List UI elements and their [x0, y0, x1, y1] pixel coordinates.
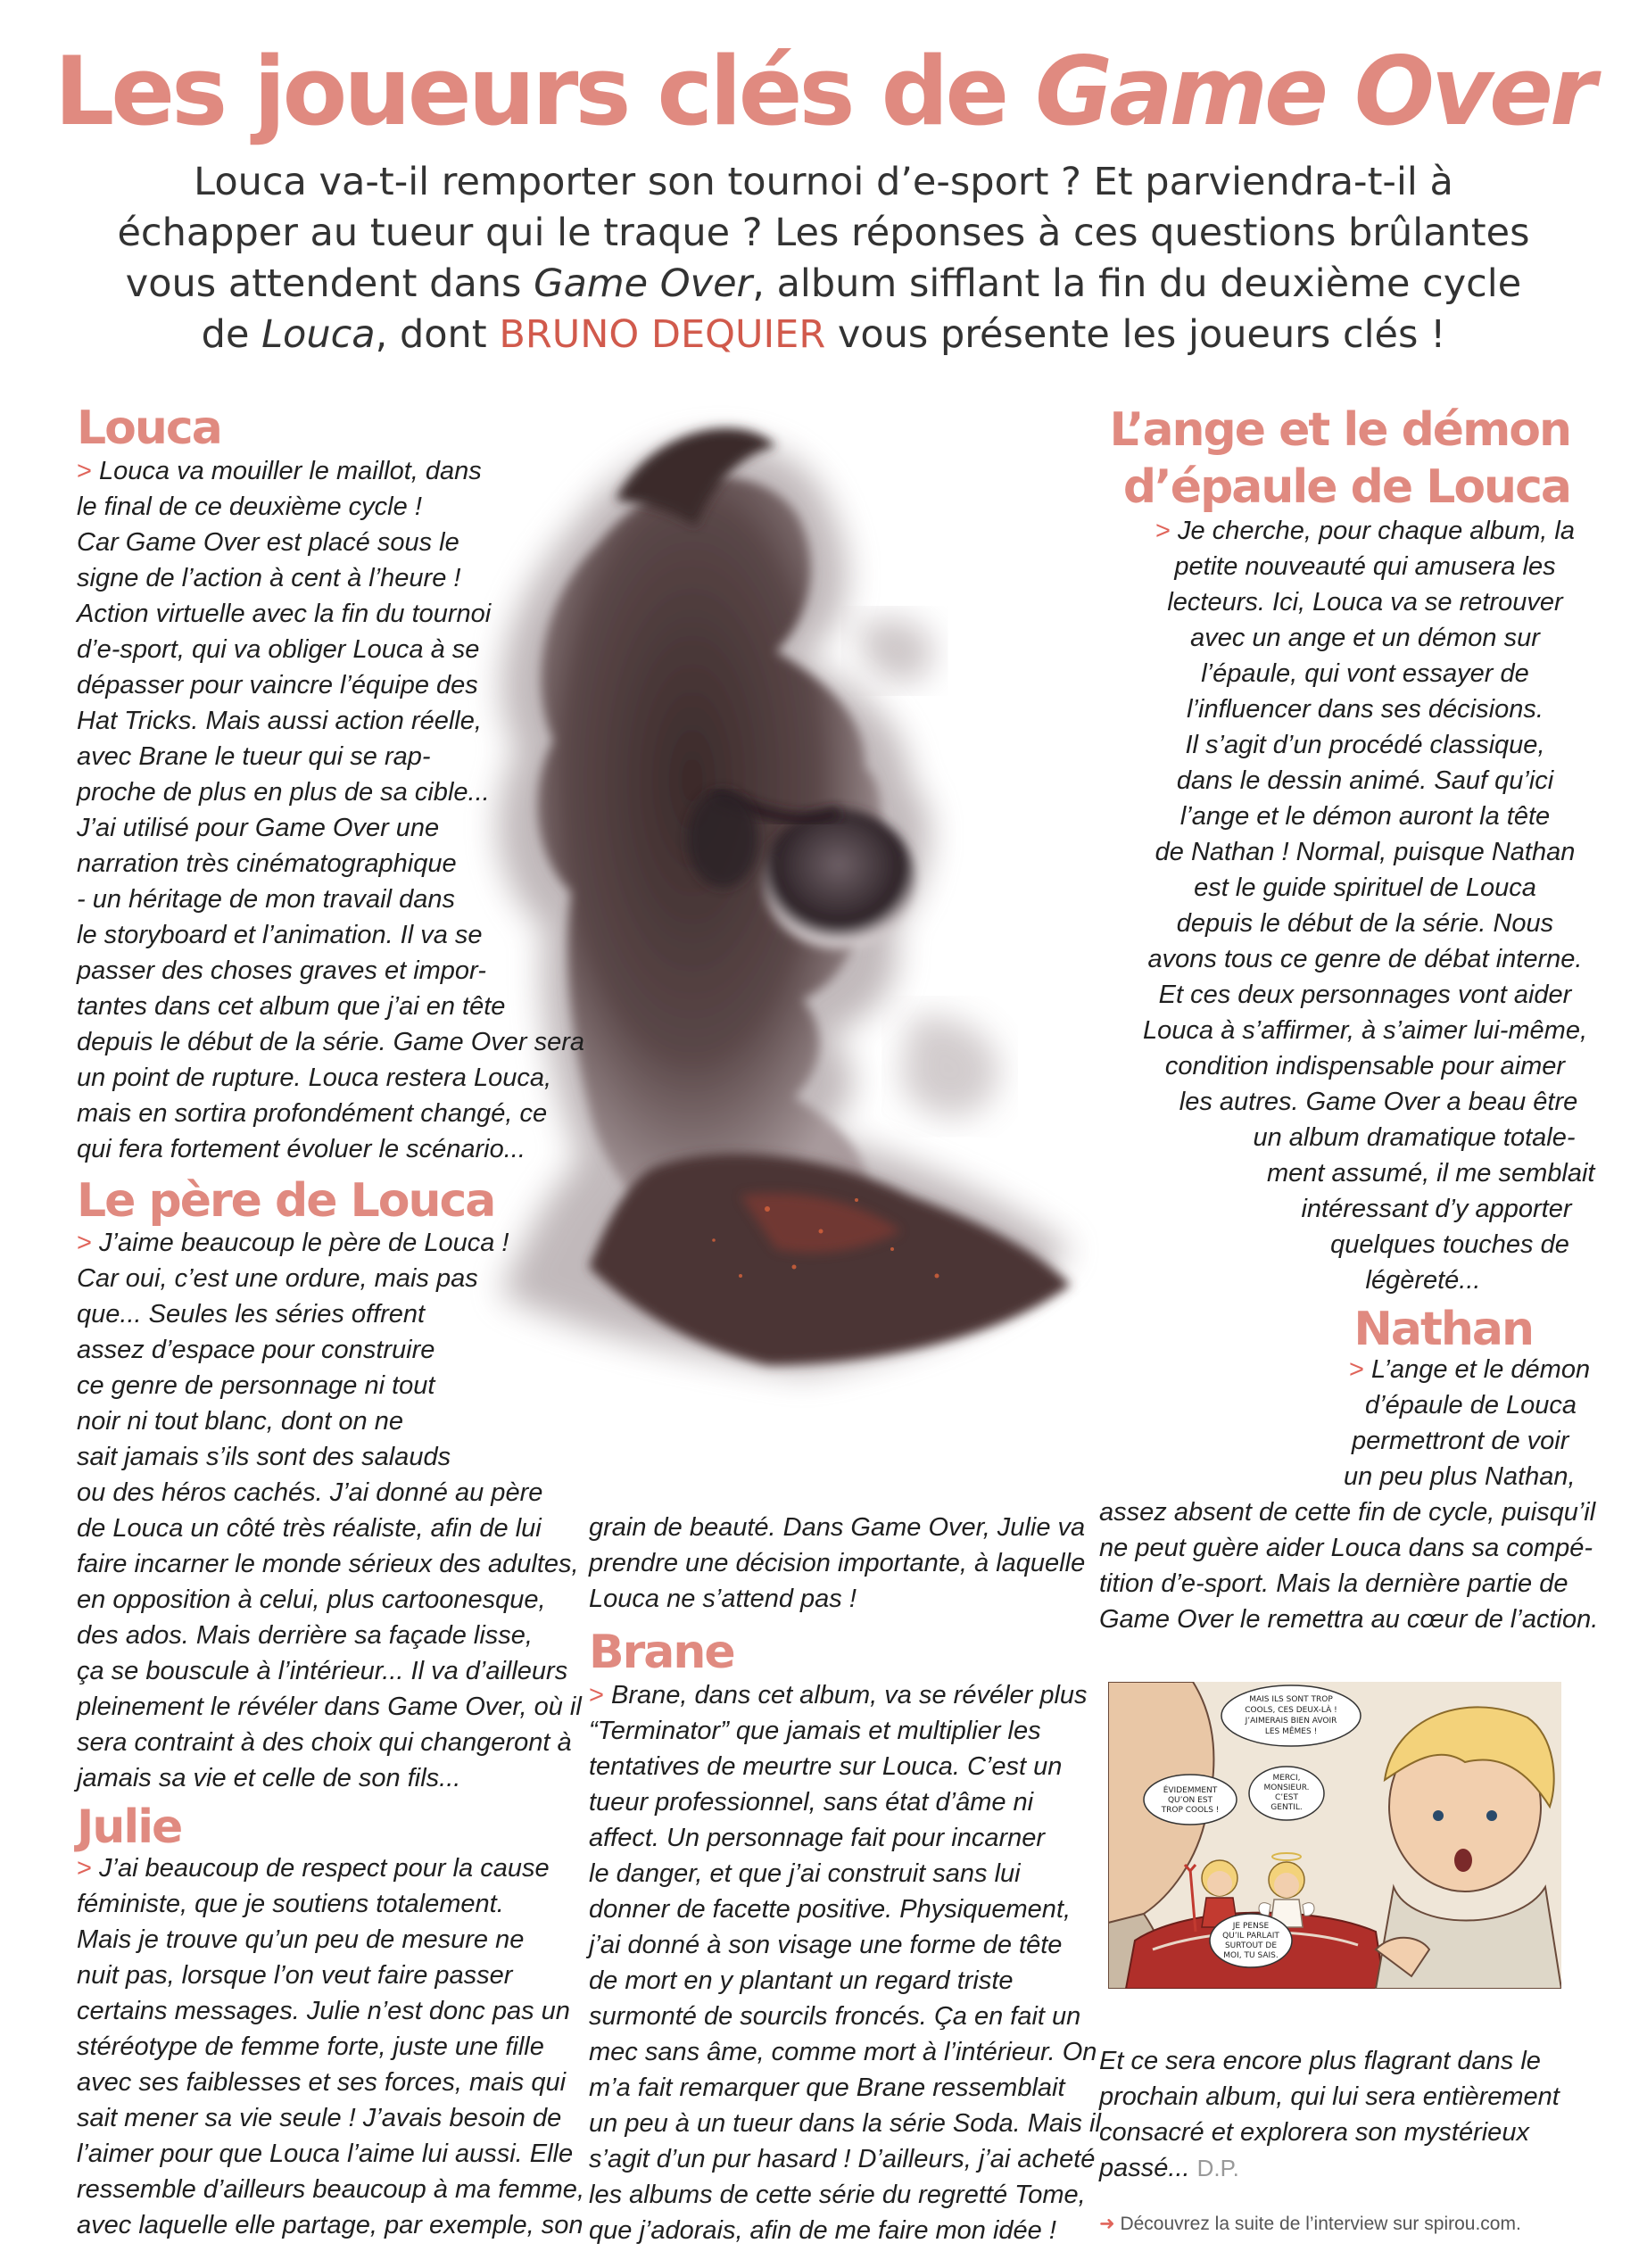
- text-line: de Louca un côté très réaliste, afin de lui: [77, 1514, 542, 1543]
- heading-ange-et-demon: L’ange et le démon d’épaule de Louca: [1109, 403, 1570, 514]
- author-signature: D.P.: [1196, 2155, 1239, 2181]
- comic-bubble-angel-line: GENTIL.: [1270, 1803, 1303, 1812]
- text-line: un album dramatique totale-: [1253, 1123, 1576, 1152]
- text-line: mec sans âme, comme mort à l’intérieur. On: [589, 2038, 1097, 2066]
- text-line: Il s’agit d’un procédé classique,: [1185, 731, 1545, 759]
- text-line: le storyboard et l’animation. Il va se: [77, 921, 483, 949]
- julie-text: [77, 1850, 584, 2243]
- text-line: certains messages. Julie n’est donc pas un: [77, 1997, 570, 2025]
- text-line: assez absent de cette fin de cycle, puisqu’il: [1099, 1498, 1596, 1527]
- text-line: qui fera fortement évoluer le scénario...: [77, 1135, 526, 1163]
- text-line: un peu à un tueur dans la série Soda. Mais il: [589, 2109, 1101, 2138]
- text-line: tueur professionnel, sans état d’âme ni: [589, 1788, 1034, 1817]
- text-line: sait mener sa vie seule ! J’avais besoin de: [77, 2104, 562, 2132]
- intro-paragraph: [62, 157, 1585, 360]
- text-line: est le guide spirituel de Louca: [1194, 873, 1536, 902]
- comic-bubble-top-line: LES MÊMES !: [1264, 1727, 1318, 1736]
- text-line: assez d’espace pour construire: [77, 1336, 435, 1364]
- text-line: affect. Un personnage fait pour incarner: [589, 1824, 1046, 1852]
- comic-bubble-bottom-line: QU’IL PARLAIT: [1222, 1932, 1279, 1941]
- heading-nathan: Nathan: [1353, 1303, 1533, 1356]
- text-line: des ados. Mais derrière sa façade lisse,: [77, 1621, 533, 1650]
- comic-bubble-top-line: COOLS, CES DEUX-LÀ !: [1245, 1706, 1337, 1715]
- heading-pere-de-louca: Le père de Louca: [77, 1174, 495, 1228]
- text-line: les albums de cette série du regretté Tome,: [589, 2181, 1086, 2209]
- louca-text: [77, 453, 584, 1167]
- text-line: nuit pas, lorsque l’on veut faire passer: [77, 1961, 513, 1990]
- text-line: en opposition à celui, plus cartoonesque,: [77, 1585, 546, 1614]
- comic-bubble-bottom-line: SURTOUT DE: [1224, 1941, 1278, 1950]
- text-line: consacré et explorera son mystérieux: [1099, 2118, 1529, 2147]
- text-line: tentatives de meurtre sur Louca. C’est un: [589, 1752, 1063, 1781]
- text-line: passé... D.P.: [1099, 2154, 1239, 2182]
- text-line: jamais sa vie et celle de son fils...: [77, 1764, 461, 1792]
- text-line: > Brane, dans cet album, va se révéler plus: [589, 1681, 1088, 1709]
- comic-bubble-top-line: MAIS ILS SONT TROP: [1249, 1695, 1333, 1704]
- comic-panel-illustration: [1108, 1682, 1561, 1989]
- text-line: stéréotype de femme forte, juste une fille: [77, 2032, 544, 2061]
- text-line: s’agit d’un pur hasard ! D’ailleurs, j’ai acheté: [589, 2145, 1096, 2173]
- text-line: le final de ce deuxième cycle !: [77, 493, 422, 521]
- text-line: proche de plus en plus de sa cible...: [77, 778, 490, 807]
- text-line: > J’ai beaucoup de respect pour la cause: [77, 1854, 550, 1883]
- text-line: d’épaule de Louca: [1365, 1391, 1577, 1420]
- text-line: “Terminator” que jamais et multiplier les: [589, 1717, 1041, 1745]
- comic-bubble-angel-line: C’EST: [1274, 1793, 1299, 1802]
- text-line: quelques touches de: [1330, 1230, 1569, 1259]
- nathan-text-continued: [1099, 2043, 1560, 2186]
- text-line: avec laquelle elle partage, par exemple, son: [77, 2211, 583, 2239]
- text-line: le danger, et que j’ai construit sans lui: [589, 1859, 1021, 1888]
- text-line: Car Game Over est placé sous le: [77, 528, 459, 557]
- comic-bubble-angel-line: MONSIEUR.: [1263, 1784, 1310, 1792]
- text-line: J’ai utilisé pour Game Over une: [77, 814, 440, 842]
- text-line: narration très cinématographique: [77, 849, 457, 878]
- comic-bubble-angel-line: MERCI,: [1272, 1774, 1301, 1783]
- text-line: l’ange et le démon auront la tête: [1179, 802, 1551, 831]
- text-line: intéressant d’y apporter: [1301, 1195, 1572, 1223]
- text-line: > Je cherche, pour chaque album, la: [1155, 517, 1575, 545]
- arrow-right-icon: ➜: [1099, 2214, 1115, 2234]
- text-line: noir ni tout blanc, dont on ne: [77, 1407, 403, 1436]
- heading-brane: Brane: [589, 1626, 734, 1679]
- text-line: de mort en y plantant un regard triste: [589, 1966, 1014, 1995]
- text-line: condition indispensable pour aimer: [1164, 1052, 1566, 1080]
- text-line: Et ce sera encore plus flagrant dans le: [1099, 2047, 1541, 2075]
- footer-link[interactable]: [1099, 2213, 1521, 2235]
- intro-line: de Louca, dont BRUNO DEQUIER vous présente les joueurs clés !: [201, 312, 1446, 357]
- text-line: donner de facette positive. Physiquement,: [589, 1895, 1072, 1924]
- comic-bubble-devil-line: QU’ON EST: [1167, 1796, 1213, 1805]
- comic-bubble-bottom-line: JE PENSE: [1232, 1922, 1270, 1931]
- text-line: que j’adorais, afin de me faire mon idée !: [589, 2216, 1056, 2245]
- text-line: prendre une décision importante, à laquelle: [589, 1549, 1086, 1577]
- text-line: passer des choses graves et impor-: [77, 956, 486, 985]
- text-line: ce genre de personnage ni tout: [77, 1371, 435, 1400]
- comic-bubble-devil-line: ÉVIDEMMENT: [1163, 1786, 1218, 1795]
- text-line: j’ai donné à son visage une forme de tête: [589, 1931, 1063, 1959]
- text-line: un point de rupture. Louca restera Louca,: [77, 1064, 552, 1092]
- text-line: ça se bouscule à l’intérieur... Il va d’ailleurs: [77, 1657, 568, 1685]
- text-line: Et ces deux personnages vont aider: [1158, 981, 1572, 1009]
- text-line: permettront de voir: [1352, 1427, 1569, 1455]
- comic-bubble-bottom-line: MOI, TU SAIS.: [1223, 1951, 1279, 1960]
- text-line: grain de beauté. Dans Game Over, Julie va: [589, 1513, 1086, 1542]
- text-line: Hat Tricks. Mais aussi action réelle,: [77, 707, 482, 735]
- text-line: > Louca va mouiller le maillot, dans: [77, 457, 482, 485]
- text-line: ou des héros cachés. J’ai donné au père: [77, 1478, 543, 1507]
- text-line: ne peut guère aider Louca dans sa compé-: [1099, 1534, 1593, 1562]
- text-line: - un héritage de mon travail dans: [77, 885, 455, 914]
- text-line: Louca à s’affirmer, à s’aimer lui-même,: [1143, 1016, 1587, 1045]
- text-line: depuis le début de la série. Nous: [1176, 909, 1554, 938]
- intro-line: échapper au tueur qui le traque ? Les réponses à ces questions brûlantes: [117, 211, 1530, 255]
- text-line: Action virtuelle avec la fin du tournoi: [77, 600, 492, 628]
- comic-bubble-devil-line: TROP COOLS !: [1161, 1806, 1220, 1815]
- pere-text: [77, 1225, 582, 1796]
- text-line: sait jamais s’ils sont des salauds: [77, 1443, 451, 1471]
- text-line: d’e-sport, qui va obliger Louca à se: [77, 635, 480, 664]
- intro-line: vous attendent dans Game Over, album sifflant la fin du deuxième cycle: [125, 261, 1522, 306]
- text-line: > J’aime beaucoup le père de Louca !: [77, 1229, 509, 1257]
- text-line: petite nouveauté qui amusera les: [1174, 552, 1556, 581]
- text-line: légèreté...: [1365, 1266, 1481, 1295]
- intro-line: Louca va-t-il remporter son tournoi d’e-sport ? Et parviendra-t-il à: [194, 160, 1453, 204]
- text-line: surmonté de sourcils froncés. Ça en fait un: [589, 2002, 1081, 2031]
- text-line: avons tous ce genre de débat interne.: [1147, 945, 1583, 973]
- heading-louca: Louca: [77, 401, 221, 455]
- text-line: > L’ange et le démon: [1349, 1355, 1591, 1384]
- text-line: avec un ange et un démon sur: [1190, 624, 1540, 652]
- comic-bubble-top-line: J’AIMERAIS BIEN AVOIR: [1245, 1717, 1337, 1726]
- text-line: lecteurs. Ici, Louca va se retrouver: [1167, 588, 1563, 617]
- text-line: les autres. Game Over a beau être: [1179, 1088, 1578, 1116]
- text-line: mais en sortira profondément changé, ce: [77, 1099, 548, 1128]
- text-line: avec ses faiblesses et ses forces, mais qui: [77, 2068, 567, 2097]
- nathan-text: [1099, 1352, 1599, 1637]
- text-line: signe de l’action à cent à l’heure !: [77, 564, 461, 592]
- text-line: dépasser pour vaincre l’équipe des: [77, 671, 478, 699]
- text-line: Car oui, c’est une ordure, mais pas: [77, 1264, 478, 1293]
- brane-text: [589, 1677, 1101, 2248]
- text-line: dans le dessin animé. Sauf qu’ici: [1176, 766, 1554, 795]
- page-title-italic: Game Over: [1035, 37, 1593, 146]
- text-line: m’a fait remarquer que Brane ressemblait: [589, 2073, 1065, 2102]
- page-title-main: Les joueurs clés de: [54, 37, 1036, 146]
- text-line: Mais je trouve qu’un peu de mesure ne: [77, 1925, 525, 1954]
- text-line: tantes dans cet album que j’ai en tête: [77, 992, 506, 1021]
- text-line: tition d’e-sport. Mais la dernière partie de: [1099, 1569, 1568, 1598]
- text-line: depuis le début de la série. Game Over sera: [77, 1028, 585, 1056]
- text-line: féministe, que je soutiens totalement.: [77, 1890, 504, 1918]
- text-line: l’épaule, qui vont essayer de: [1201, 659, 1529, 688]
- heading-julie: Julie: [77, 1800, 182, 1854]
- text-line: l’influencer dans ses décisions.: [1187, 695, 1544, 724]
- text-line: ment assumé, il me semblait: [1267, 1159, 1595, 1188]
- text-line: sera contraint à des choix qui changeront à: [77, 1728, 572, 1757]
- ange-text: [1142, 513, 1595, 1298]
- footer-text: Découvrez la suite de l’interview sur spirou.com.: [1120, 2214, 1521, 2234]
- text-line: l’aimer pour que Louca l’aime lui aussi. Elle: [77, 2140, 574, 2168]
- text-line: avec Brane le tueur qui se rap-: [77, 742, 431, 771]
- text-line: un peu plus Nathan,: [1344, 1462, 1576, 1491]
- text-line: pleinement le révéler dans Game Over, où il: [77, 1693, 582, 1721]
- text-line: de Nathan ! Normal, puisque Nathan: [1155, 838, 1576, 866]
- text-line: prochain album, qui lui sera entièrement: [1099, 2082, 1560, 2111]
- page-title: [0, 34, 1647, 150]
- text-line: faire incarner le monde sérieux des adultes,: [77, 1550, 579, 1578]
- text-line: que... Seules les séries offrent: [77, 1300, 426, 1329]
- text-line: Louca ne s’attend pas !: [589, 1585, 857, 1613]
- julie-text-continued: [589, 1510, 1085, 1617]
- text-line: ressemble d’ailleurs beaucoup à ma femme,: [77, 2175, 584, 2204]
- author-name: BRUNO DEQUIER: [499, 312, 826, 357]
- text-line: Game Over le remettra au cœur de l’action.: [1099, 1605, 1599, 1634]
